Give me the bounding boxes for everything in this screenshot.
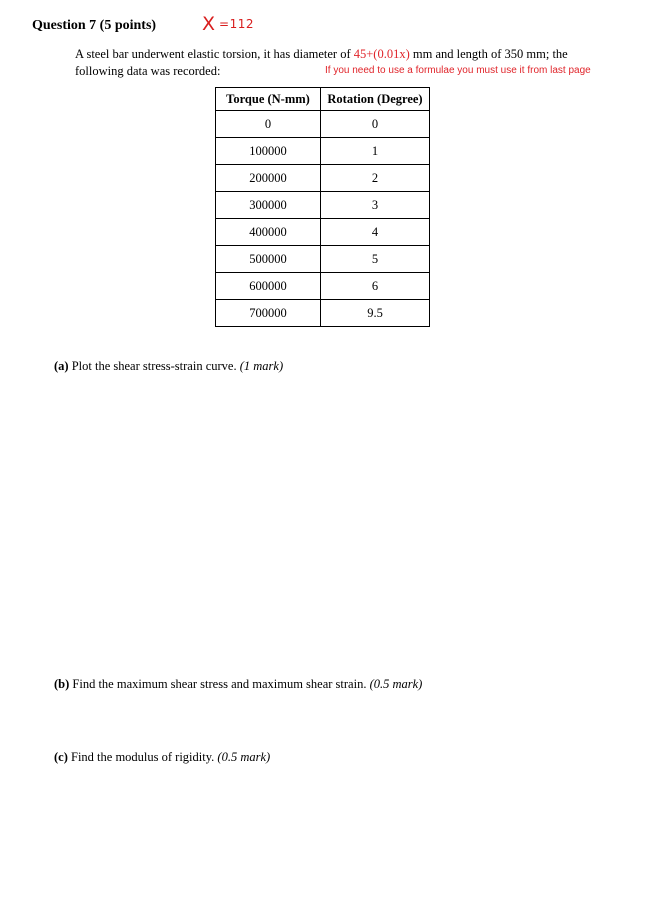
question-title: Question 7 (5 points)	[32, 18, 157, 33]
handwritten-x: X	[202, 13, 216, 35]
table-row	[216, 246, 430, 273]
rotation-cell: 9.5	[321, 300, 430, 327]
table-row	[216, 219, 430, 246]
formula-note: If you need to use a formulae you must use it from last page	[325, 65, 591, 76]
header-torque: Torque (N-mm)	[216, 88, 321, 111]
diameter-expression: 45+(0.01x)	[353, 47, 410, 61]
question-a-label: (a)	[54, 359, 69, 373]
question-a-text: Plot the shear stress-strain curve.	[68, 359, 240, 373]
question-c-text: Find the modulus of rigidity.	[67, 750, 218, 764]
question-b	[54, 677, 422, 692]
torque-cell: 300000	[216, 192, 321, 219]
torque-cell: 200000	[216, 165, 321, 192]
torque-cell: 400000	[216, 219, 321, 246]
header-rotation: Rotation (Degree)	[321, 88, 430, 111]
question-a-mark: (1 mark)	[239, 359, 284, 373]
question-b-label: (b)	[54, 677, 70, 691]
rotation-cell: 3	[321, 192, 430, 219]
table-row	[216, 165, 430, 192]
torque-cell: 500000	[216, 246, 321, 273]
handwritten-annotation	[202, 13, 254, 35]
question-c-mark: (0.5 mark)	[217, 750, 271, 764]
table-row	[216, 273, 430, 300]
rotation-cell: 5	[321, 246, 430, 273]
question-c	[54, 750, 270, 765]
rotation-cell: 6	[321, 273, 430, 300]
torque-cell: 100000	[216, 138, 321, 165]
torque-rotation-table	[215, 87, 430, 327]
rotation-cell: 2	[321, 165, 430, 192]
rotation-cell: 4	[321, 219, 430, 246]
table-header-row	[216, 88, 430, 111]
problem-text-2: mm and length of 350 mm; the following data was recorded:	[75, 47, 568, 78]
torque-cell: 700000	[216, 300, 321, 327]
question-b-mark: (0.5 mark)	[369, 677, 423, 691]
table-row	[216, 138, 430, 165]
problem-text-1: A steel bar underwent elastic torsion, it has diameter of	[75, 47, 354, 61]
rotation-cell: 0	[321, 111, 430, 138]
question-c-label: (c)	[54, 750, 68, 764]
table-row	[216, 300, 430, 327]
table-row	[216, 111, 430, 138]
table-row	[216, 192, 430, 219]
torque-cell: 0	[216, 111, 321, 138]
torque-cell: 600000	[216, 273, 321, 300]
question-b-text: Find the maximum shear stress and maximum shear strain.	[69, 677, 370, 691]
handwritten-value: =112	[219, 17, 254, 31]
question-a	[54, 359, 283, 374]
rotation-cell: 1	[321, 138, 430, 165]
